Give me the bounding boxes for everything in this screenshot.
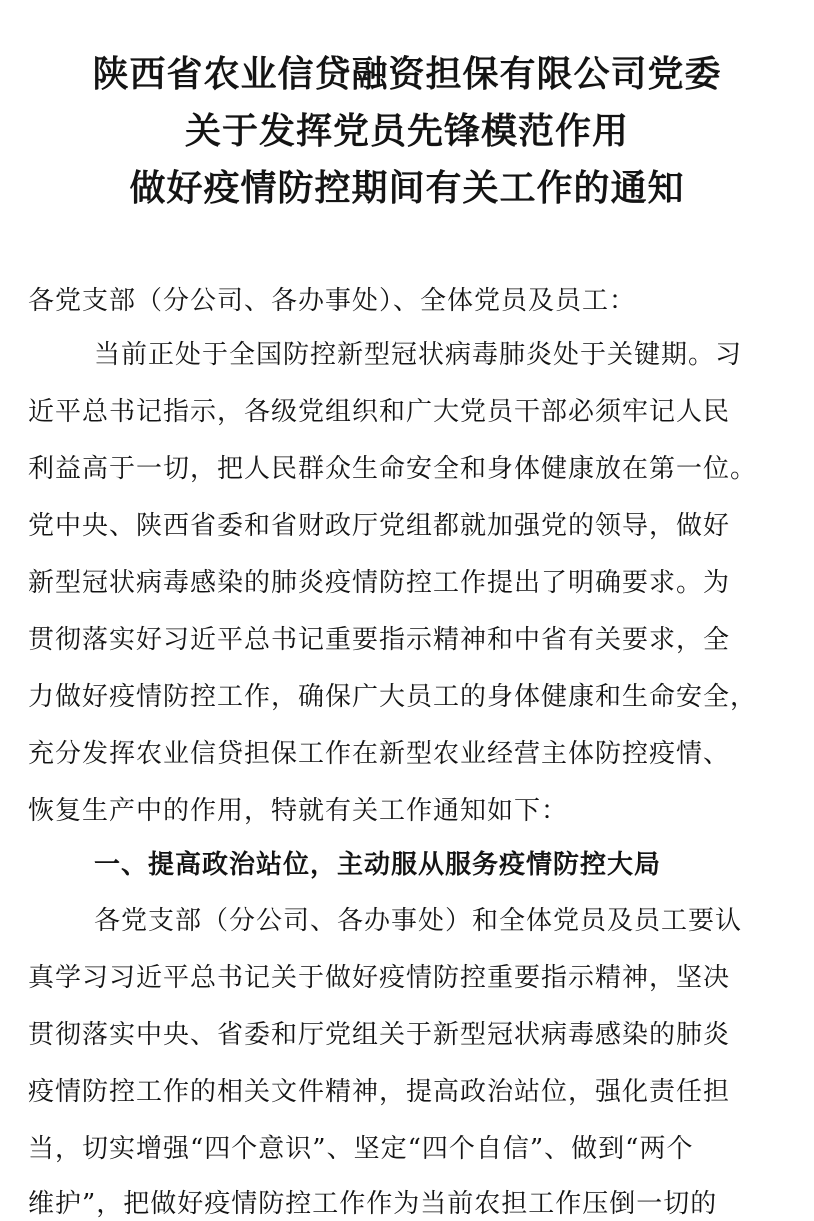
paragraph-1-line: 新型冠状病毒感染的肺炎疫情防控工作提出了明确要求。为 [28, 568, 731, 598]
paragraph-1-line: 当前正处于全国防控新型冠状病毒肺炎处于关键期。习 [94, 340, 743, 370]
paragraph-2-line: 各党支部（分公司、各办事处）和全体党员及员工要认 [94, 906, 743, 936]
paragraph-2-line: 疫情防控工作的相关文件精神，提高政治站位，强化责任担 [28, 1077, 731, 1107]
salutation: 各党支部（分公司、各办事处）、全体党员及员工： [28, 286, 637, 316]
paragraph-1-line: 党中央、陕西省委和省财政厅党组都就加强党的领导，做好 [28, 511, 731, 541]
paragraph-2-line: 贯彻落实中央、省委和厅党组关于新型冠状病毒感染的肺炎 [28, 1020, 731, 1050]
paragraph-2-line: 当，切实增强“四个意识”、坚定“四个自信”、做到“两个 [28, 1134, 694, 1164]
paragraph-1-line: 利益高于一切，把人民群众生命安全和身体健康放在第一位。 [28, 454, 758, 484]
document-title-line-1: 陕西省农业信贷融资担保有限公司党委 [92, 54, 722, 95]
document-title-line-2: 关于发挥党员先锋模范作用 [184, 111, 629, 152]
section-1-heading: 一、提高政治站位，主动服从服务疫情防控大局 [94, 850, 662, 880]
paragraph-1-line: 近平总书记指示，各级党组织和广大党员干部必须牢记人民 [28, 397, 731, 427]
paragraph-1-line: 恢复生产中的作用，特就有关工作通知如下： [28, 796, 569, 826]
paragraph-1-line: 贯彻落实好习近平总书记重要指示精神和中省有关要求，全 [28, 625, 731, 655]
paragraph-2-line: 维护”，把做好疫情防控工作作为当前农担工作压倒一切的 [28, 1189, 718, 1219]
paragraph-1-line: 充分发挥农业信贷担保工作在新型农业经营主体防控疫情、 [28, 739, 731, 769]
paragraph-1-line: 力做好疫情防控工作，确保广大员工的身体健康和生命安全， [28, 682, 758, 712]
paragraph-2-line: 真学习习近平总书记关于做好疫情防控重要指示精神，坚决 [28, 963, 731, 993]
document-title-line-3: 做好疫情防控期间有关工作的通知 [129, 168, 685, 209]
